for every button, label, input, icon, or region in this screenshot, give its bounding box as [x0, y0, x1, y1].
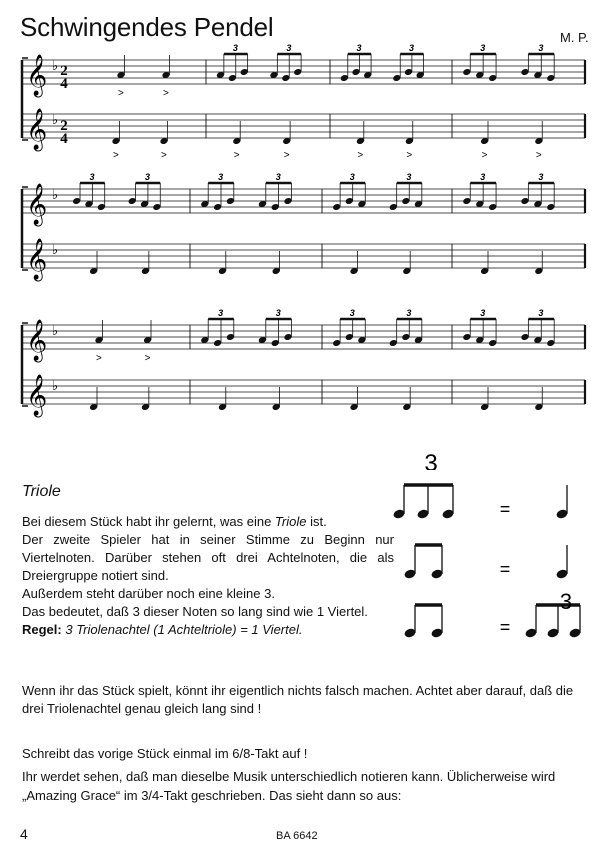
accent-mark: >	[118, 88, 124, 99]
accent-mark: >	[357, 150, 364, 161]
flat-sign-icon: ♭	[52, 378, 59, 393]
page-title: Schwingendes Pendel	[20, 12, 274, 42]
accent-mark: >	[283, 150, 290, 161]
time-signatures	[60, 63, 68, 147]
triplet-number: 3	[218, 172, 224, 182]
triplet-number: 3	[480, 308, 486, 318]
treble-clef-icon: 𝄞	[26, 375, 48, 416]
triplet-number: 3	[232, 43, 238, 53]
time-sig-bottom-1: 4	[60, 76, 68, 92]
triplet-number: 3	[538, 43, 544, 53]
time-sig-top-1: 2	[60, 63, 68, 79]
publisher-code: BA 6642	[276, 830, 318, 842]
staff-lines	[22, 58, 585, 406]
accent-mark: >	[144, 353, 151, 364]
accent-mark: >	[406, 150, 413, 161]
paragraph-4: Das bedeutet, daß 3 dieser Noten so lang sind wie 1 Viertel.	[22, 604, 368, 619]
paragraph-amazing-grace: „Amazing Grace“ im 3/4-Takt geschrieben. Das sieht dann so aus:	[22, 788, 402, 803]
note-heads	[72, 43, 555, 411]
paragraph-1: Bei diesem Stück habt ihr gelernt, was eine Triole ist.	[22, 514, 327, 529]
composer-initials: M. P.	[560, 30, 589, 45]
accent-mark: >	[161, 150, 167, 161]
triplet-number: 3	[406, 308, 412, 318]
accent-mark: >	[481, 150, 488, 161]
triplet-number: 3	[275, 172, 281, 182]
accent-mark: >	[535, 150, 542, 161]
triplet-number: 3	[408, 43, 414, 53]
paragraph-2: Der zweite Spieler hat in seiner Stimme zu Beginn nur Viertelnoten. Darüber stehen oft drei Achtelnoten, die als Dreiergruppe notiert sind.	[22, 532, 394, 583]
triplet-number: 3	[218, 308, 224, 318]
paragraph-3: Außerdem steht darüber noch eine kleine 3.	[22, 586, 275, 601]
paragraph-schreibt: Schreibt das vorige Stück einmal im 6/8-Takt auf !	[22, 746, 308, 761]
triplet-legend	[424, 450, 437, 470]
paragraph-wenn: Wenn ihr das Stück spielt, könnt ihr eigentlich nichts falsch machen. Achtet aber darauf, daß die drei Triolenachtel genau gleich lang sind !	[22, 683, 574, 716]
flat-sign-icon: ♭	[52, 58, 59, 73]
triplet-number: 3	[406, 172, 412, 182]
treble-clef-icon: 𝄞	[26, 109, 48, 150]
triplet-number: 3	[89, 172, 95, 182]
accent-mark: >	[96, 353, 102, 364]
flat-sign-icon: ♭	[52, 242, 59, 257]
triplet-number: 3	[349, 172, 355, 182]
time-sig-top-2: 2	[60, 118, 68, 134]
accent-mark: >	[163, 88, 169, 99]
equals-sign-1: =	[499, 499, 511, 519]
legend-triplet-number-2: 3	[559, 589, 573, 614]
triplet-number: 3	[286, 43, 292, 53]
treble-clef-icon: 𝄞	[26, 239, 48, 280]
treble-clef-icon: 𝄞	[26, 55, 48, 96]
triplet-number: 3	[275, 308, 281, 318]
treble-clef-icon: 𝄞	[26, 184, 48, 225]
time-sig-bottom-2: 4	[60, 131, 68, 147]
flat-sign-icon: ♭	[52, 187, 59, 202]
triplet-number: 3	[480, 43, 486, 53]
legend-triplet-number: 3	[424, 450, 438, 470]
triplet-number: 3	[356, 43, 362, 53]
page-number: 4	[20, 826, 28, 842]
triplet-number: 3	[480, 172, 486, 182]
paragraph-ihr-werdet: Ihr werdet sehen, daß man dieselbe Musik unterschiedlich notieren kann. Üblicherweise wird	[22, 769, 556, 784]
flat-sign-icon: ♭	[52, 323, 59, 338]
triplet-number: 3	[538, 172, 544, 182]
triplet-number: 3	[538, 308, 544, 318]
triplet-number: 3	[145, 172, 151, 182]
rule-line: Regel: 3 Triolenachtel (1 Achteltriole) = 1 Viertel.	[22, 622, 303, 637]
flat-sign-icon: ♭	[52, 112, 59, 127]
equals-sign-3: =	[499, 617, 511, 637]
treble-clef-icon: 𝄞	[26, 320, 48, 361]
treble-clefs	[26, 54, 58, 417]
accent-mark: >	[233, 150, 240, 161]
accent-mark: >	[113, 150, 119, 161]
section-heading-triole: Triole	[22, 483, 61, 500]
equals-sign-2: =	[499, 559, 511, 579]
triplet-number: 3	[349, 308, 355, 318]
